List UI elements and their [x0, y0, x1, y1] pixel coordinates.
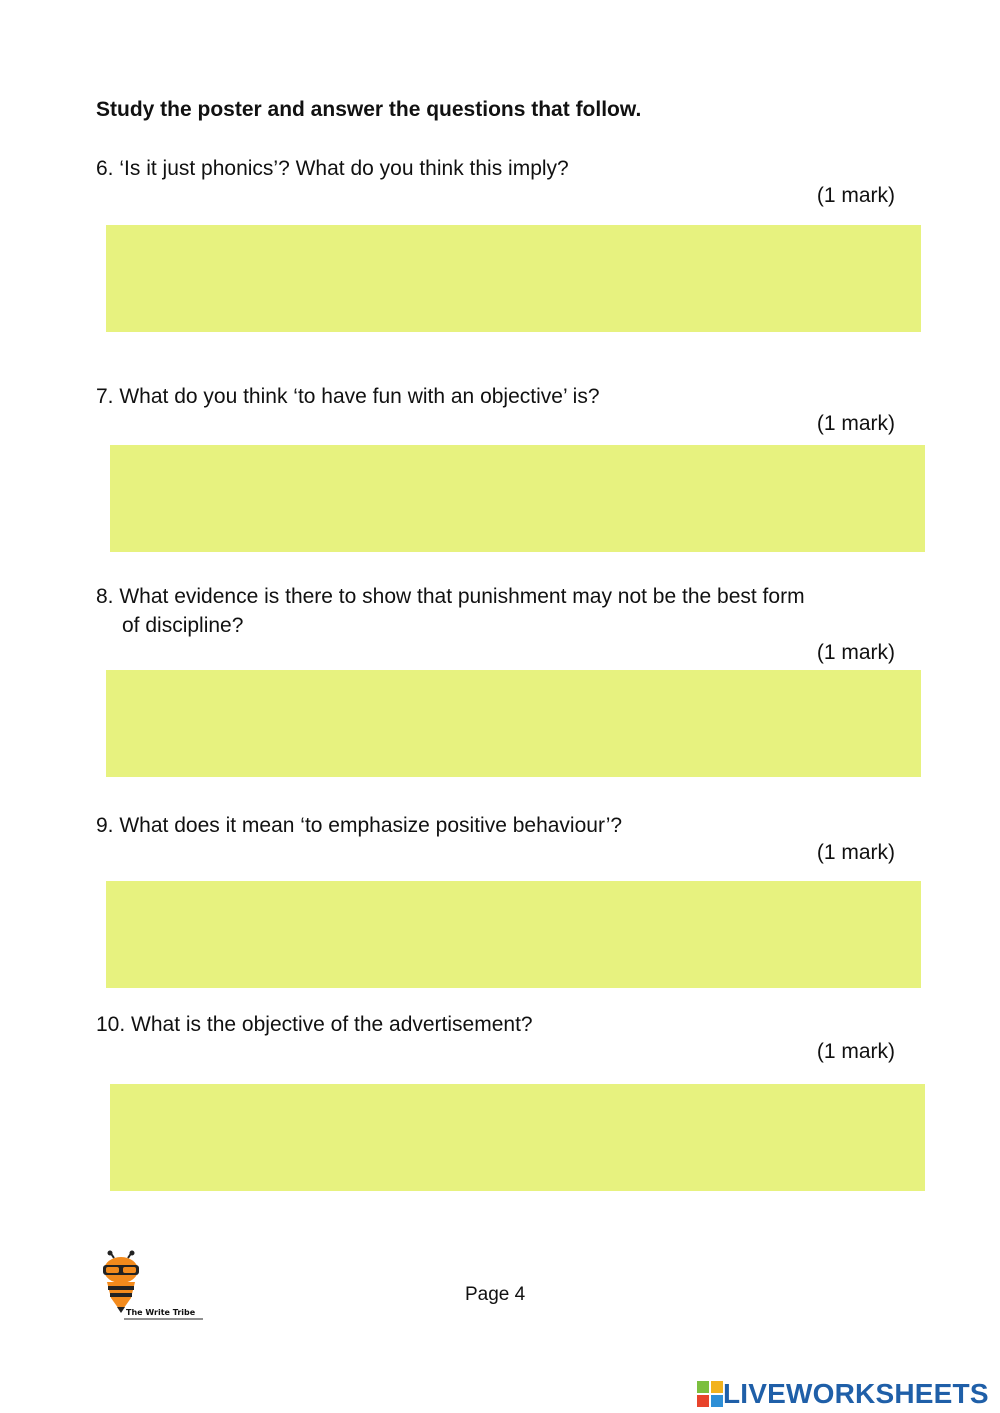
answer-box-9[interactable] — [106, 881, 921, 988]
mark-label: (1 mark) — [816, 412, 895, 435]
page-number: Page 4 — [465, 1284, 526, 1305]
question-8 — [96, 582, 916, 611]
question-text: What evidence is there to show that punishment may not be the best form — [119, 585, 805, 608]
instruction-heading: Study the poster and answer the questions that follow. — [96, 98, 642, 121]
question-7 — [96, 382, 600, 411]
answer-box-7[interactable] — [110, 445, 925, 552]
question-10 — [96, 1010, 533, 1039]
mark-label: (1 mark) — [816, 641, 895, 664]
question-text: What is the objective of the advertisement? — [131, 1013, 533, 1036]
question-number: 9. — [96, 814, 114, 837]
brand-name: LIVEWORKSHEETS — [723, 1378, 989, 1409]
liveworksheets-brand — [697, 1377, 989, 1411]
question-text: What do you think ‘to have fun with an objective’ is? — [119, 385, 600, 408]
answer-box-10[interactable] — [110, 1084, 925, 1191]
question-9 — [96, 811, 622, 840]
question-number: 6. — [96, 157, 114, 180]
question-number: 7. — [96, 385, 114, 408]
question-number: 10. — [96, 1013, 126, 1036]
question-8-line2: of discipline? — [122, 614, 244, 637]
question-6 — [96, 154, 569, 183]
logo-caption: The Write Tribe — [126, 1308, 196, 1317]
write-tribe-logo — [98, 1250, 208, 1326]
question-text: What does it mean ‘to emphasize positive behaviour’? — [119, 814, 623, 837]
question-number: 8. — [96, 585, 114, 608]
question-text: ‘Is it just phonics’? What do you think this imply? — [119, 157, 569, 180]
liveworksheets-logo-icon — [697, 1381, 723, 1407]
answer-box-6[interactable] — [106, 225, 921, 332]
mark-label: (1 mark) — [816, 184, 895, 207]
answer-box-8[interactable] — [106, 670, 921, 777]
mark-label: (1 mark) — [816, 1040, 895, 1063]
mark-label: (1 mark) — [816, 841, 895, 864]
